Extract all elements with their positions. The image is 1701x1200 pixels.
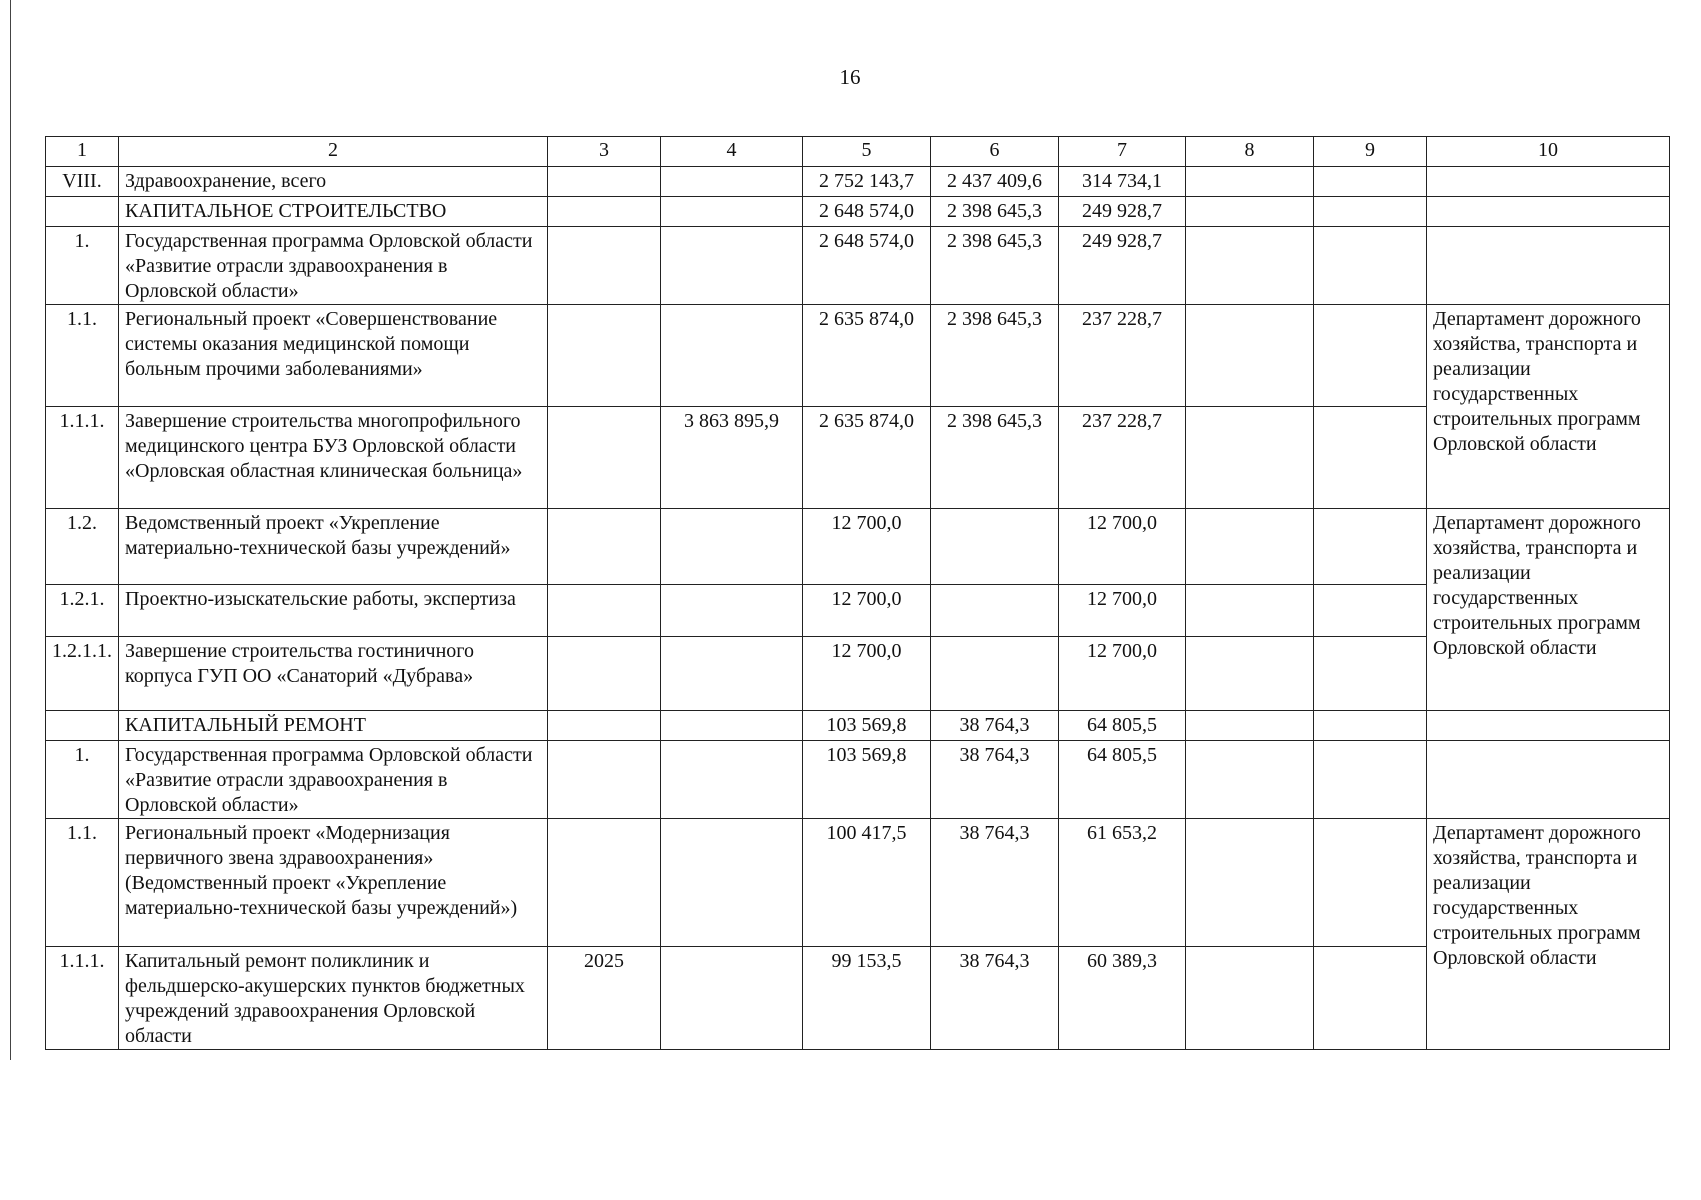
- cell-col3: [548, 227, 661, 305]
- cell-col10: [1427, 227, 1670, 305]
- row-number: [46, 197, 119, 227]
- cell-col3: [548, 509, 661, 585]
- table-row: [46, 407, 1670, 509]
- row-number: [46, 711, 119, 741]
- cell-col7: 12 700,0: [1059, 585, 1186, 637]
- cell-col8: [1186, 227, 1314, 305]
- cell-col5: 100 417,5: [803, 819, 931, 947]
- table-row: [46, 741, 1670, 819]
- budget-table: [45, 136, 1670, 1050]
- cell-col3: [548, 819, 661, 947]
- cell-col8: [1186, 305, 1314, 407]
- table-row: [46, 711, 1670, 741]
- cell-col3: [548, 585, 661, 637]
- column-header: 10: [1427, 137, 1670, 167]
- row-name: КАПИТАЛЬНОЕ СТРОИТЕЛЬСТВО: [119, 197, 548, 227]
- row-name: Ведомственный проект «Укрепление материально-технической базы учреждений»: [119, 509, 548, 585]
- cell-col8: [1186, 819, 1314, 947]
- page-left-border: [10, 0, 11, 1060]
- cell-col3: [548, 711, 661, 741]
- cell-col7: 314 734,1: [1059, 167, 1186, 197]
- row-name: Региональный проект «Модернизация первичного звена здравоохранения» (Ведомственный проект «Укрепление материально-технической базы учреждений»): [119, 819, 548, 947]
- cell-col4: [661, 167, 803, 197]
- row-name: Государственная программа Орловской области «Развитие отрасли здравоохранения в Орловской области»: [119, 741, 548, 819]
- cell-col5: 103 569,8: [803, 741, 931, 819]
- cell-col6: 2 437 409,6: [931, 167, 1059, 197]
- row-number: 1.: [46, 227, 119, 305]
- header-row: [46, 137, 1670, 167]
- responsible-department: Департамент дорожного хозяйства, транспорта и реализации государственных строительных программ Орловской области: [1427, 819, 1670, 1050]
- cell-col7: 64 805,5: [1059, 741, 1186, 819]
- cell-col4: [661, 305, 803, 407]
- cell-col3: [548, 167, 661, 197]
- row-name: Проектно-изыскательские работы, экспертиза: [119, 585, 548, 637]
- table-row: [46, 305, 1670, 407]
- cell-col6: 38 764,3: [931, 947, 1059, 1050]
- cell-col4: [661, 227, 803, 305]
- column-header: 8: [1186, 137, 1314, 167]
- row-name: КАПИТАЛЬНЫЙ РЕМОНТ: [119, 711, 548, 741]
- cell-col3: [548, 637, 661, 711]
- responsible-department: Департамент дорожного хозяйства, транспорта и реализации государственных строительных программ Орловской области: [1427, 305, 1670, 509]
- cell-col7: 237 228,7: [1059, 407, 1186, 509]
- cell-col3: [548, 741, 661, 819]
- cell-col4: [661, 741, 803, 819]
- cell-col9: [1314, 197, 1427, 227]
- cell-col9: [1314, 637, 1427, 711]
- table-row: [46, 819, 1670, 947]
- row-number: 1.2.: [46, 509, 119, 585]
- cell-col8: [1186, 509, 1314, 585]
- table-row: [46, 227, 1670, 305]
- cell-col3: [548, 197, 661, 227]
- cell-col7: 61 653,2: [1059, 819, 1186, 947]
- cell-col9: [1314, 305, 1427, 407]
- table-row: [46, 509, 1670, 585]
- column-header: 3: [548, 137, 661, 167]
- row-number: 1.1.1.: [46, 947, 119, 1050]
- column-header: 2: [119, 137, 548, 167]
- cell-col6: 2 398 645,3: [931, 305, 1059, 407]
- cell-col4: [661, 509, 803, 585]
- cell-col8: [1186, 585, 1314, 637]
- cell-col9: [1314, 741, 1427, 819]
- cell-col7: 249 928,7: [1059, 197, 1186, 227]
- cell-col6: 38 764,3: [931, 819, 1059, 947]
- cell-col3: [548, 305, 661, 407]
- row-name: Завершение строительства многопрофильного медицинского центра БУЗ Орловской области «Орловская областная клиническая больница»: [119, 407, 548, 509]
- cell-col10: [1427, 741, 1670, 819]
- cell-col6: 38 764,3: [931, 741, 1059, 819]
- cell-col8: [1186, 741, 1314, 819]
- cell-col10: [1427, 197, 1670, 227]
- cell-col7: 64 805,5: [1059, 711, 1186, 741]
- cell-col5: 12 700,0: [803, 509, 931, 585]
- column-header: 7: [1059, 137, 1186, 167]
- cell-col4: [661, 711, 803, 741]
- cell-col4: [661, 819, 803, 947]
- cell-col5: 2 648 574,0: [803, 197, 931, 227]
- row-number: 1.: [46, 741, 119, 819]
- row-number: 1.1.: [46, 305, 119, 407]
- cell-col3: 2025: [548, 947, 661, 1050]
- cell-col6: 2 398 645,3: [931, 407, 1059, 509]
- cell-col9: [1314, 509, 1427, 585]
- cell-col6: [931, 637, 1059, 711]
- row-number: 1.2.1.: [46, 585, 119, 637]
- cell-col6: 2 398 645,3: [931, 197, 1059, 227]
- page-number: 16: [839, 65, 861, 89]
- cell-col5: 2 752 143,7: [803, 167, 931, 197]
- cell-col4: [661, 637, 803, 711]
- cell-col5: 99 153,5: [803, 947, 931, 1050]
- cell-col8: [1186, 167, 1314, 197]
- column-header: 4: [661, 137, 803, 167]
- cell-col8: [1186, 637, 1314, 711]
- row-name: Завершение строительства гостиничного корпуса ГУП ОО «Санаторий «Дубрава»: [119, 637, 548, 711]
- table-row: [46, 197, 1670, 227]
- cell-col9: [1314, 711, 1427, 741]
- cell-col8: [1186, 947, 1314, 1050]
- cell-col5: 2 635 874,0: [803, 407, 931, 509]
- row-name: Здравоохранение, всего: [119, 167, 548, 197]
- cell-col7: 12 700,0: [1059, 509, 1186, 585]
- row-number: 1.1.1.: [46, 407, 119, 509]
- cell-col6: 38 764,3: [931, 711, 1059, 741]
- cell-col8: [1186, 407, 1314, 509]
- cell-col3: [548, 407, 661, 509]
- cell-col7: 237 228,7: [1059, 305, 1186, 407]
- cell-col9: [1314, 819, 1427, 947]
- column-header: 9: [1314, 137, 1427, 167]
- table-row: [46, 167, 1670, 197]
- cell-col5: 103 569,8: [803, 711, 931, 741]
- cell-col4: [661, 197, 803, 227]
- column-header: 6: [931, 137, 1059, 167]
- cell-col6: 2 398 645,3: [931, 227, 1059, 305]
- cell-col6: [931, 509, 1059, 585]
- column-header: 5: [803, 137, 931, 167]
- cell-col4: 3 863 895,9: [661, 407, 803, 509]
- cell-col5: 12 700,0: [803, 637, 931, 711]
- cell-col8: [1186, 197, 1314, 227]
- cell-col5: 12 700,0: [803, 585, 931, 637]
- cell-col9: [1314, 227, 1427, 305]
- table-row: [46, 947, 1670, 1050]
- cell-col7: 12 700,0: [1059, 637, 1186, 711]
- cell-col8: [1186, 711, 1314, 741]
- row-number: 1.2.1.1.: [46, 637, 119, 711]
- row-number: 1.1.: [46, 819, 119, 947]
- row-name: Государственная программа Орловской области «Развитие отрасли здравоохранения в Орловской области»: [119, 227, 548, 305]
- cell-col5: 2 635 874,0: [803, 305, 931, 407]
- cell-col9: [1314, 585, 1427, 637]
- cell-col10: [1427, 711, 1670, 741]
- row-number: VIII.: [46, 167, 119, 197]
- row-name: Капитальный ремонт поликлиник и фельдшерско-акушерских пунктов бюджетных учреждений здравоохранения Орловской области: [119, 947, 548, 1050]
- row-name: Региональный проект «Совершенствование системы оказания медицинской помощи больным прочими заболеваниями»: [119, 305, 548, 407]
- column-header: 1: [46, 137, 119, 167]
- cell-col9: [1314, 947, 1427, 1050]
- cell-col10: [1427, 167, 1670, 197]
- cell-col7: 60 389,3: [1059, 947, 1186, 1050]
- cell-col7: 249 928,7: [1059, 227, 1186, 305]
- cell-col9: [1314, 167, 1427, 197]
- table-row: [46, 585, 1670, 637]
- cell-col4: [661, 947, 803, 1050]
- table-row: [46, 637, 1670, 711]
- cell-col4: [661, 585, 803, 637]
- cell-col5: 2 648 574,0: [803, 227, 931, 305]
- responsible-department: Департамент дорожного хозяйства, транспорта и реализации государственных строительных программ Орловской области: [1427, 509, 1670, 711]
- cell-col9: [1314, 407, 1427, 509]
- cell-col6: [931, 585, 1059, 637]
